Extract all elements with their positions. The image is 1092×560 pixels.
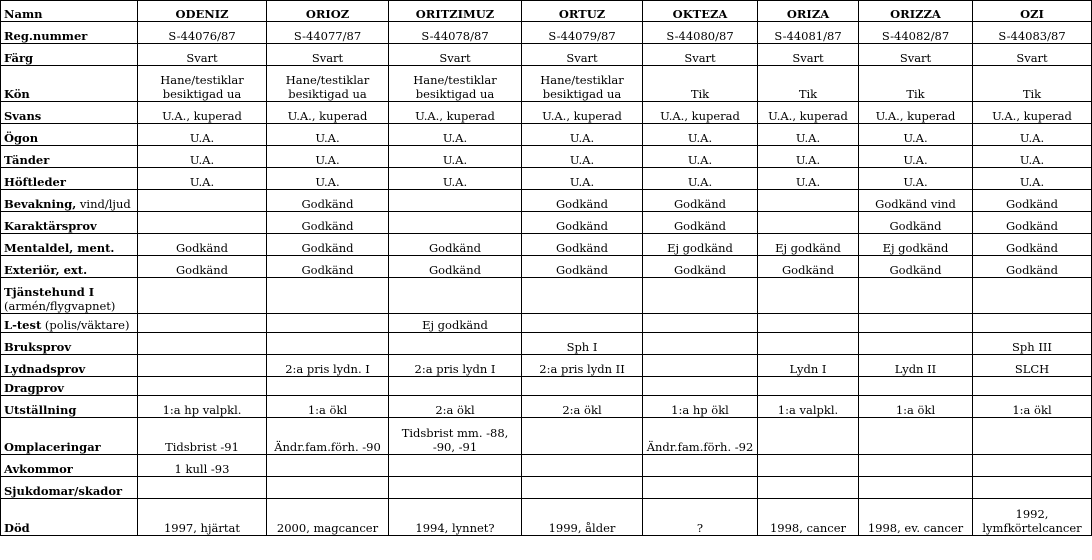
dog-name: OKTEZA — [643, 1, 758, 22]
row-label-text: Tjänstehund I — [4, 285, 95, 299]
row-label — [1, 377, 138, 396]
data-cell: U.A. — [758, 168, 859, 190]
data-cell: Godkänd — [522, 212, 643, 234]
data-cell: U.A., kuperad — [267, 102, 389, 124]
data-cell: U.A., kuperad — [522, 102, 643, 124]
data-cell — [859, 278, 973, 314]
data-cell — [643, 355, 758, 377]
data-cell — [758, 333, 859, 355]
data-cell: Ej godkänd — [859, 234, 973, 256]
table-row — [1, 256, 1092, 278]
row-label-text: Tänder — [4, 153, 50, 167]
data-cell — [267, 314, 389, 333]
row-label — [1, 278, 138, 314]
data-cell: Sph III — [973, 333, 1092, 355]
data-cell — [522, 278, 643, 314]
data-cell: Svart — [389, 44, 522, 66]
row-label-text: Dragprov — [4, 381, 64, 395]
data-cell: U.A., kuperad — [859, 102, 973, 124]
table-row — [1, 44, 1092, 66]
data-cell: Ej godkänd — [389, 314, 522, 333]
data-cell: U.A. — [522, 124, 643, 146]
row-label-text: Färg — [4, 51, 34, 65]
table-row — [1, 124, 1092, 146]
data-cell — [859, 333, 973, 355]
table-row — [1, 499, 1092, 536]
data-cell: S-44083/87 — [973, 22, 1092, 44]
data-cell: U.A. — [522, 168, 643, 190]
data-cell: U.A. — [138, 124, 267, 146]
data-cell: Godkänd — [643, 190, 758, 212]
data-cell — [973, 455, 1092, 477]
data-cell — [643, 455, 758, 477]
data-cell — [758, 455, 859, 477]
data-cell: 1998, cancer — [758, 499, 859, 536]
data-cell: U.A. — [389, 146, 522, 168]
row-label — [1, 44, 138, 66]
table-row — [1, 333, 1092, 355]
data-cell: U.A. — [859, 124, 973, 146]
data-cell — [389, 278, 522, 314]
row-label — [1, 146, 138, 168]
row-label-text: Avkommor — [4, 462, 73, 476]
data-cell: 1:a hp ökl — [643, 396, 758, 418]
data-cell: U.A. — [758, 124, 859, 146]
table-row — [1, 146, 1092, 168]
data-cell — [758, 377, 859, 396]
row-label — [1, 477, 138, 499]
data-cell: Godkänd — [643, 212, 758, 234]
row-label-text: Svans — [4, 109, 42, 123]
data-cell: U.A. — [643, 168, 758, 190]
data-cell: Godkänd vind — [859, 190, 973, 212]
data-cell: Tik — [643, 66, 758, 102]
data-cell: U.A. — [643, 146, 758, 168]
table-row — [1, 102, 1092, 124]
data-cell: U.A. — [267, 124, 389, 146]
table-row — [1, 377, 1092, 396]
data-cell: 1997, hjärtat — [138, 499, 267, 536]
data-cell: Svart — [522, 44, 643, 66]
row-label — [1, 418, 138, 455]
data-cell — [389, 212, 522, 234]
data-cell — [643, 278, 758, 314]
table-row — [1, 355, 1092, 377]
data-cell: S-44076/87 — [138, 22, 267, 44]
row-label-text: Höftleder — [4, 175, 66, 189]
data-cell: Ändr.fam.förh. -92 — [643, 418, 758, 455]
data-cell: 1994, lynnet? — [389, 499, 522, 536]
data-cell: S-44082/87 — [859, 22, 973, 44]
row-label-text: Karaktärsprov — [4, 219, 97, 233]
data-cell: Hane/testiklar besiktigad ua — [138, 66, 267, 102]
row-label: Namn — [1, 1, 138, 22]
data-cell: U.A. — [973, 168, 1092, 190]
data-cell: Godkänd — [522, 234, 643, 256]
row-label — [1, 256, 138, 278]
data-cell — [522, 314, 643, 333]
row-label-text: Mentaldel, ment. — [4, 241, 115, 255]
data-cell: Godkänd — [859, 212, 973, 234]
table-row — [1, 66, 1092, 102]
row-label — [1, 66, 138, 102]
data-cell — [267, 477, 389, 499]
table-row — [1, 314, 1092, 333]
data-cell — [522, 418, 643, 455]
row-label-text: Lydnadsprov — [4, 362, 86, 376]
data-cell: Sph I — [522, 333, 643, 355]
row-label — [1, 396, 138, 418]
data-cell: U.A. — [138, 146, 267, 168]
row-label-text: Död — [4, 521, 30, 535]
data-cell: U.A., kuperad — [389, 102, 522, 124]
data-cell: Hane/testiklar besiktigad ua — [522, 66, 643, 102]
row-label — [1, 333, 138, 355]
table-row — [1, 396, 1092, 418]
data-cell — [758, 190, 859, 212]
row-label — [1, 102, 138, 124]
data-cell — [643, 377, 758, 396]
row-label — [1, 124, 138, 146]
data-cell: Ej godkänd — [758, 234, 859, 256]
data-cell: Godkänd — [267, 190, 389, 212]
data-cell: 2:a pris lydn. I — [267, 355, 389, 377]
data-cell: U.A. — [389, 124, 522, 146]
data-cell: Svart — [267, 44, 389, 66]
row-label-text: Reg.nummer — [4, 29, 88, 43]
row-label-text: Utställning — [4, 403, 77, 417]
table-row — [1, 455, 1092, 477]
data-cell: 2:a ökl — [389, 396, 522, 418]
data-cell: U.A., kuperad — [138, 102, 267, 124]
row-label-text: Omplaceringar — [4, 440, 101, 454]
data-cell: Tidsbrist mm. -88, -90, -91 — [389, 418, 522, 455]
data-cell: S-44080/87 — [643, 22, 758, 44]
data-cell: Godkänd — [973, 212, 1092, 234]
data-cell: Svart — [138, 44, 267, 66]
data-cell — [859, 314, 973, 333]
data-cell: 1998, ev. cancer — [859, 499, 973, 536]
data-cell: Godkänd — [973, 234, 1092, 256]
data-cell: U.A., kuperad — [643, 102, 758, 124]
data-cell — [267, 377, 389, 396]
data-cell — [389, 455, 522, 477]
data-cell — [138, 314, 267, 333]
table-row — [1, 278, 1092, 314]
data-cell: U.A. — [389, 168, 522, 190]
data-cell: 2:a pris lydn II — [522, 355, 643, 377]
data-cell — [973, 314, 1092, 333]
data-cell: Tidsbrist -91 — [138, 418, 267, 455]
data-cell: Tik — [758, 66, 859, 102]
data-cell: Godkänd — [389, 234, 522, 256]
data-cell: Svart — [758, 44, 859, 66]
dog-name: ORTUZ — [522, 1, 643, 22]
row-label-text: Sjukdomar/skador — [4, 484, 123, 498]
data-cell — [138, 333, 267, 355]
data-cell — [859, 455, 973, 477]
dog-name: ORIOZ — [267, 1, 389, 22]
table-row — [1, 168, 1092, 190]
row-label-text: L-test — [4, 318, 42, 332]
data-cell — [138, 190, 267, 212]
data-cell: U.A. — [522, 146, 643, 168]
data-cell: Godkänd — [643, 256, 758, 278]
data-cell — [389, 477, 522, 499]
data-cell — [389, 333, 522, 355]
data-cell: Hane/testiklar besiktigad ua — [267, 66, 389, 102]
data-cell — [643, 314, 758, 333]
dog-name: ODENIZ — [138, 1, 267, 22]
data-cell: 1:a ökl — [267, 396, 389, 418]
data-cell — [643, 333, 758, 355]
data-cell: S-44077/87 — [267, 22, 389, 44]
data-cell: 2:a ökl — [522, 396, 643, 418]
table-row — [1, 234, 1092, 256]
data-cell — [522, 455, 643, 477]
data-cell: U.A. — [138, 168, 267, 190]
row-label-text: Bevakning, — [4, 197, 77, 211]
row-label — [1, 22, 138, 44]
data-cell: S-44078/87 — [389, 22, 522, 44]
dog-name: ORITZIMUZ — [389, 1, 522, 22]
data-cell: Tik — [859, 66, 973, 102]
table-row — [1, 477, 1092, 499]
row-label-text: Exteriör, ext. — [4, 263, 88, 277]
row-label-suffix: vind/ljud — [76, 197, 131, 211]
data-cell: 1:a ökl — [973, 396, 1092, 418]
data-cell: 1:a ökl — [859, 396, 973, 418]
data-cell — [267, 333, 389, 355]
data-cell: 1:a valpkl. — [758, 396, 859, 418]
data-cell — [758, 278, 859, 314]
data-cell — [267, 278, 389, 314]
data-cell: Godkänd — [859, 256, 973, 278]
data-cell: Svart — [973, 44, 1092, 66]
row-label-suffix: (armén/flygvapnet) — [4, 299, 116, 313]
data-cell: Godkänd — [267, 234, 389, 256]
data-cell: Lydn I — [758, 355, 859, 377]
row-label — [1, 355, 138, 377]
data-cell: S-44081/87 — [758, 22, 859, 44]
data-cell: Godkänd — [267, 212, 389, 234]
data-cell: 2:a pris lydn I — [389, 355, 522, 377]
data-cell: U.A. — [758, 146, 859, 168]
row-label — [1, 455, 138, 477]
table-row — [1, 190, 1092, 212]
data-cell: Ej godkänd — [643, 234, 758, 256]
data-cell: 1999, ålder — [522, 499, 643, 536]
table-row — [1, 22, 1092, 44]
data-cell: Godkänd — [973, 190, 1092, 212]
data-cell: Godkänd — [138, 256, 267, 278]
dog-name: OZI — [973, 1, 1092, 22]
data-cell: Godkänd — [138, 234, 267, 256]
data-cell — [267, 455, 389, 477]
data-cell: U.A. — [267, 168, 389, 190]
table-row — [1, 212, 1092, 234]
data-cell — [389, 190, 522, 212]
data-cell: Godkänd — [267, 256, 389, 278]
data-cell: Hane/testiklar besiktigad ua — [389, 66, 522, 102]
table-row — [1, 418, 1092, 455]
data-cell — [758, 314, 859, 333]
data-cell: Tik — [973, 66, 1092, 102]
row-label — [1, 314, 138, 333]
row-label — [1, 499, 138, 536]
data-cell: 1 kull -93 — [138, 455, 267, 477]
data-cell: Svart — [859, 44, 973, 66]
data-cell: Godkänd — [522, 256, 643, 278]
data-cell — [522, 477, 643, 499]
data-cell: U.A. — [973, 146, 1092, 168]
data-cell — [138, 278, 267, 314]
row-label-text: Ögon — [4, 131, 39, 145]
data-cell — [859, 377, 973, 396]
data-cell: S-44079/87 — [522, 22, 643, 44]
data-cell: U.A. — [859, 168, 973, 190]
data-cell — [758, 477, 859, 499]
data-cell — [973, 477, 1092, 499]
header-row — [1, 1, 1092, 22]
data-cell — [138, 212, 267, 234]
data-cell — [758, 418, 859, 455]
data-cell: Ändr.fam.förh. -90 — [267, 418, 389, 455]
row-label-suffix: (polis/väktare) — [41, 318, 130, 332]
data-cell: Lydn II — [859, 355, 973, 377]
row-label — [1, 190, 138, 212]
data-cell: U.A. — [267, 146, 389, 168]
data-cell — [522, 377, 643, 396]
data-cell: 1:a hp valpkl. — [138, 396, 267, 418]
data-cell — [973, 418, 1092, 455]
row-label-text: Kön — [4, 87, 30, 101]
dog-name: ORIZZA — [859, 1, 973, 22]
row-label — [1, 212, 138, 234]
data-cell — [859, 477, 973, 499]
data-cell: 2000, magcancer — [267, 499, 389, 536]
data-cell: Godkänd — [522, 190, 643, 212]
data-cell: U.A. — [643, 124, 758, 146]
dog-name: ORIZA — [758, 1, 859, 22]
data-cell — [758, 212, 859, 234]
data-cell — [138, 477, 267, 499]
row-label — [1, 234, 138, 256]
data-cell: U.A., kuperad — [973, 102, 1092, 124]
data-cell: U.A., kuperad — [758, 102, 859, 124]
data-cell: Godkänd — [973, 256, 1092, 278]
data-cell: Godkänd — [389, 256, 522, 278]
data-cell: ? — [643, 499, 758, 536]
data-cell — [973, 278, 1092, 314]
data-cell — [389, 377, 522, 396]
row-label — [1, 168, 138, 190]
data-cell: SLCH — [973, 355, 1092, 377]
data-cell: U.A. — [859, 146, 973, 168]
data-cell — [859, 418, 973, 455]
data-cell — [643, 477, 758, 499]
data-cell — [138, 377, 267, 396]
data-cell: Godkänd — [758, 256, 859, 278]
data-cell — [138, 355, 267, 377]
data-cell — [973, 377, 1092, 396]
row-label-text: Bruksprov — [4, 340, 72, 354]
data-cell: 1992, lymfkörtelcancer — [973, 499, 1092, 536]
data-cell: U.A. — [973, 124, 1092, 146]
data-cell: Svart — [643, 44, 758, 66]
